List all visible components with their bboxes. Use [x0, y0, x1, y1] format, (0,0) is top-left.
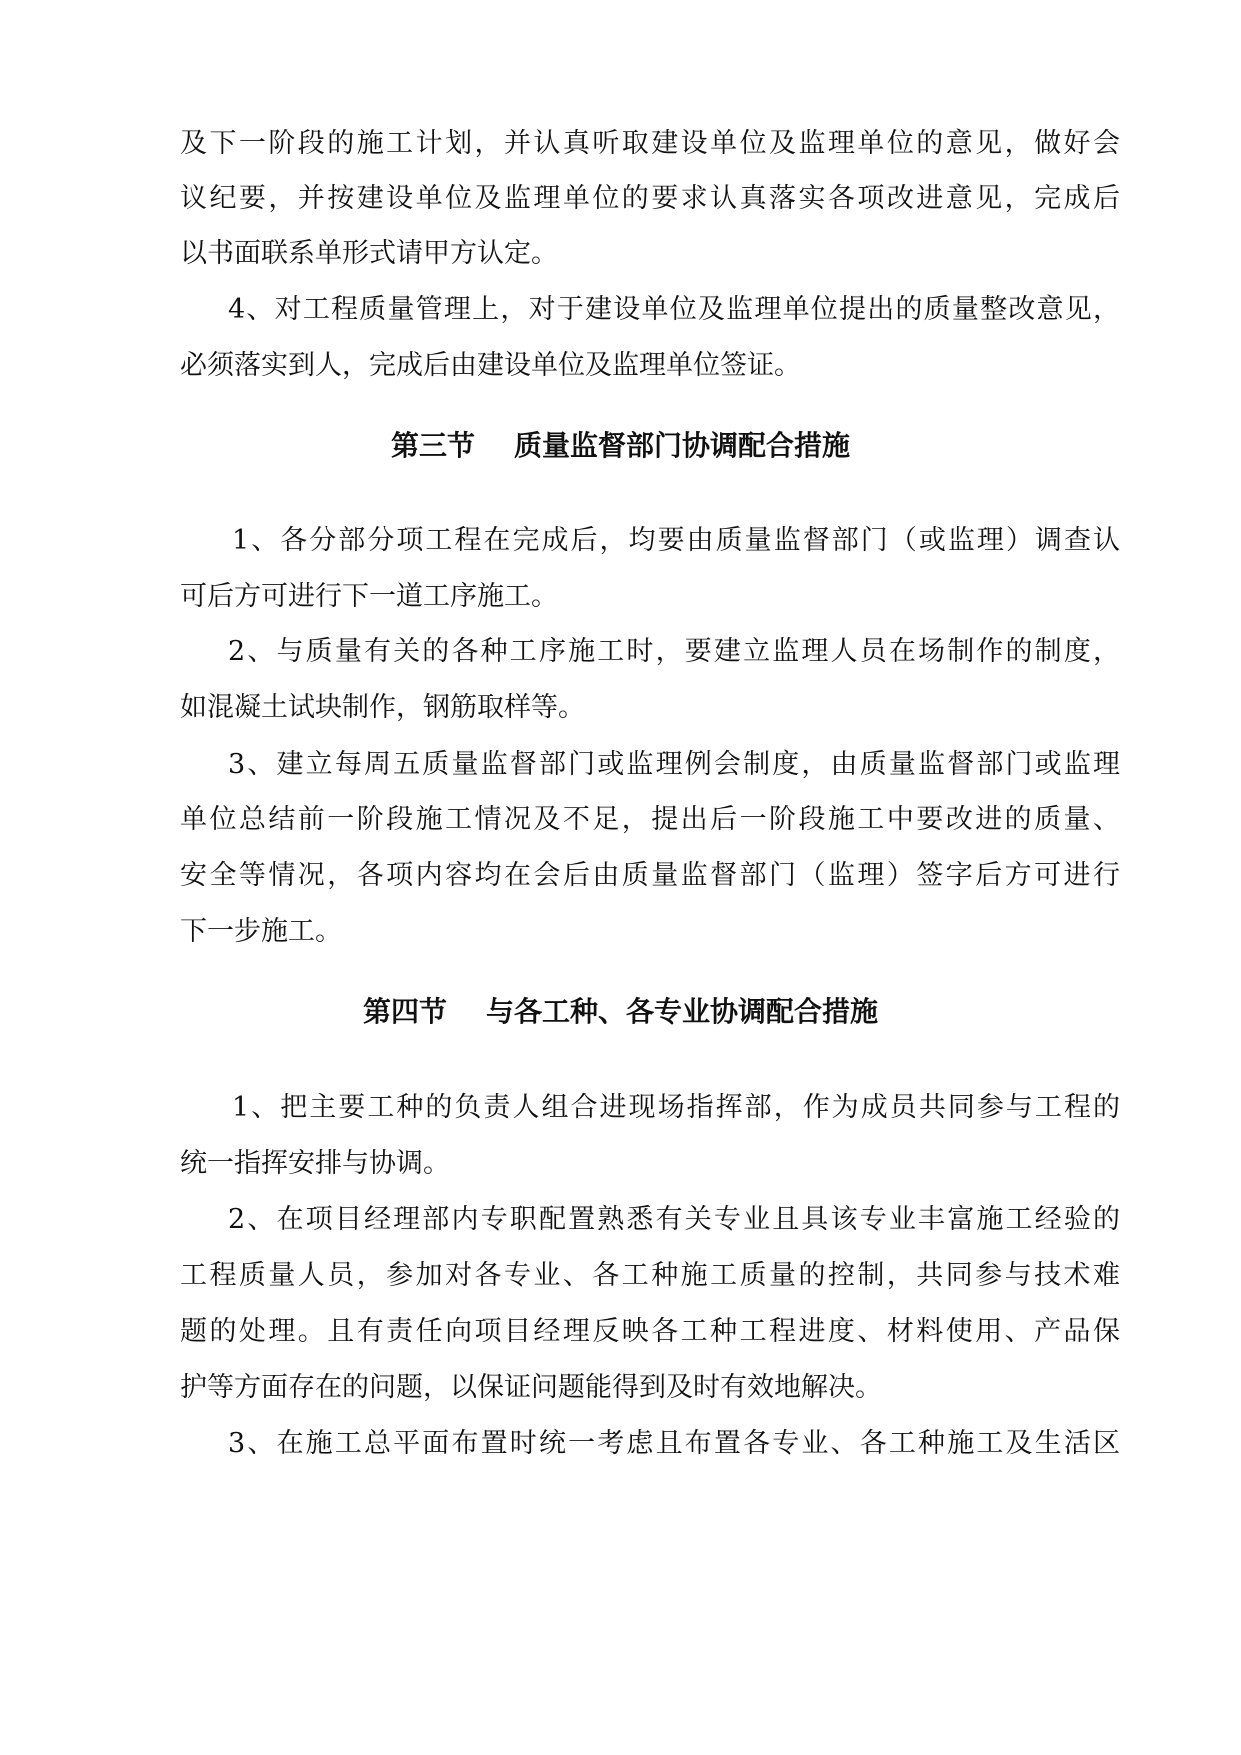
paragraph-line: 题的处理。且有责任向项目经理反映各工种工程进度、材料使用、产品保: [180, 1316, 1120, 1347]
paragraph-line: 如混凝土试块制作，钢筋取样等。: [180, 692, 585, 723]
paragraph-line: 下一步施工。: [180, 916, 342, 947]
paragraph-line: 4、对工程质量管理上，对于建设单位及监理单位提出的质量整改意见，: [228, 294, 1120, 325]
paragraph-line: 2、与质量有关的各种工序施工时，要建立监理人员在场制作的制度，: [228, 636, 1120, 667]
paragraph-line: 工程质量人员，参加对各专业、各工种施工质量的控制，共同参与技术难: [180, 1260, 1120, 1291]
paragraph-line: 3、建立每周五质量监督部门或监理例会制度，由质量监督部门或监理: [228, 749, 1120, 780]
paragraph-line: 议纪要，并按建设单位及监理单位的要求认真落实各项改进意见，完成后: [180, 183, 1120, 214]
section-heading: 第三节 质量监督部门协调配合措施: [391, 429, 850, 462]
paragraph-line: 护等方面存在的问题，以保证问题能得到及时有效地解决。: [180, 1372, 882, 1403]
paragraph-line: 2、在项目经理部内专职配置熟悉有关专业且具该专业丰富施工经验的: [228, 1204, 1120, 1235]
paragraph-line: 1、各分部分项工程在完成后，均要由质量监督部门（或监理）调查认: [232, 525, 1120, 556]
paragraph-line: 以书面联系单形式请甲方认定。: [180, 238, 558, 269]
paragraph-line: 1、把主要工种的负责人组合进现场指挥部，作为成员共同参与工程的: [232, 1092, 1120, 1123]
section-heading: 第四节 与各工种、各专业协调配合措施: [363, 995, 878, 1028]
paragraph-line: 可后方可进行下一道工序施工。: [180, 581, 558, 612]
paragraph-line: 3、在施工总平面布置时统一考虑且布置各专业、各工种施工及生活区: [228, 1428, 1120, 1459]
paragraph-line: 统一指挥安排与协调。: [180, 1148, 450, 1179]
paragraph-line: 必须落实到人，完成后由建设单位及监理单位签证。: [180, 350, 801, 381]
paragraph-line: 单位总结前一阶段施工情况及不足，提出后一阶段施工中要改进的质量、: [180, 804, 1120, 835]
paragraph-line: 及下一阶段的施工计划，并认真听取建设单位及监理单位的意见，做好会: [180, 128, 1120, 159]
paragraph-line: 安全等情况，各项内容均在会后由质量监督部门（监理）签字后方可进行: [180, 860, 1120, 891]
